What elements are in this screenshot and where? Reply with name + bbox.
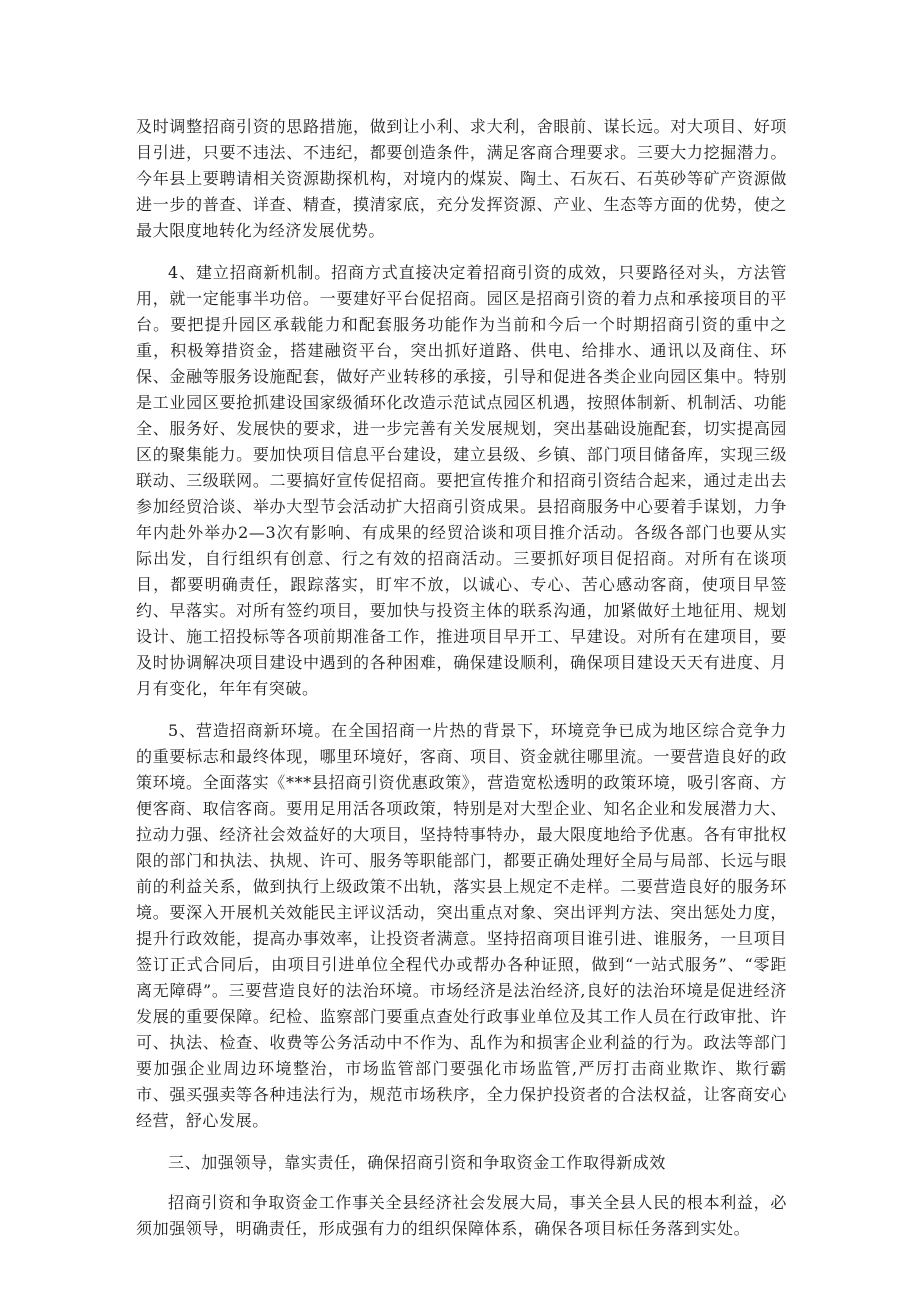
section-heading: 三、加强领导，靠实责任，确保招商引资和争取资金工作取得新成效 bbox=[168, 1153, 667, 1172]
paragraph-item-4: 4、建立招商新机制。招商方式直接决定着招商引资的成效，只要路径对头，方法管用，就一定能事半功倍。一要建好平台促招商。园区是招商引资的着力点和承接项目的平台。要把提升园区承载能力和配套服务功能作为当前和今后一个时期招商引资的重中之重，积极筹措资金，搭建融资平台，突出抓好道路、供电、给排水、通讯以及商住、环保、金融等服务设施配套，做好产业转移的承接，引导和促进各类企业向园区集中。特别是工业园区要抢抓建设国家级循环化改造示范试点园区机遇，按照体制新、机制活、功能全、服务好、发展快的要求，进一步完善有关发展规划，突出基础设施配套，切实提高园区的聚集能力。要加快项目信息平台建设，建立县级、乡镇、部门项目储备库，实现三级联动、三级联网。二要搞好宣传促招商。要把宣传推介和招商引资结合起来，通过走出去参加经贸洽谈、举办大型节会活动扩大招商引资成果。县招商服务中心要着手谋划，力争年内赴外举办2—3次有影响、有成果的经贸洽谈和项目推介活动。各级各部门也要从实际出发，自行组织有创意、行之有效的招商活动。三要抓好项目促招商。对所有在谈项目，都要明确责任，跟踪落实，盯牢不放，以诚心、专心、苦心感动客商，使项目早签约、早落实。对所有签约项目，要加快与投资主体的联系沟通，加紧做好土地征用、规划设计、施工招投标等各项前期准备工作，推进项目早开工、早建设。对所有在建项目，要及时协调解决项目建设中遇到的各种困难，确保建设顺利，确保项目建设天天有进度、月月有变化，年年有突破。 bbox=[136, 263, 787, 698]
paragraph-item-5: 5、营造招商新环境。在全国招商一片热的背景下，环境竞争已成为地区综合竞争力的重要标志和最终体现，哪里环境好，客商、项目、资金就往哪里流。一要营造良好的政策环境。全面落实《***县招商引资优惠政策》，营造宽松透明的政策环境，吸引客商、方便客商、取信客商。要用足用活各项政策，特别是对大型企业、知名企业和发展潜力大、拉动力强、经济社会效益好的大项目，坚持特事特办，最大限度地给予优惠。各有审批权限的部门和执法、执规、许可、服务等职能部门，都要正确处理好全局与局部、长远与眼前的利益关系，做到执行上级政策不出轨，落实县上规定不走样。二要营造良好的服务环境。要深入开展机关效能民主评议活动，突出重点对象、突出评判方法、突出惩处力度，提升行政效能，提高办事效率，让投资者满意。坚持招商项目谁引进、谁服务，一旦项目签订正式合同后，由项目引进单位全程代办或帮办各种证照，做到“一站式服务”、“零距离无障碍”。三要营造良好的法治环境。市场经济是法治经济,良好的法治环境是促进经济发展的重要保障。纪检、监察部门要重点查处行政事业单位及其工作人员在行政审批、许可、执法、检查、收费等公务活动中不作为、乱作为和损害企业利益的行为。政法等部门要加强企业周边环境整治，市场监管部门要强化市场监管,严厉打击商业欺诈、欺行霸市、强买强卖等各种违法行为，规范市场秩序，全力保护投资者的合法权益，让客商安心经营，舒心发展。 bbox=[136, 721, 787, 1130]
paragraph-continuation: 及时调整招商引资的思路措施，做到让小利、求大利，舍眼前、谋长远。对大项目、好项目引进，只要不违法、不违纪，都要创造条件，满足客商合理要求。三要大力挖掘潜力。今年县上要聘请相关资源勘探机构，对境内的煤炭、陶土、石灰石、石英砂等矿产资源做进一步的普查、详查、精查，摸清家底，充分发挥资源、产业、生态等方面的优势，使之最大限度地转化为经济发展优势。 bbox=[136, 117, 787, 240]
document-body bbox=[136, 114, 787, 1252]
paragraph-closing: 招商引资和争取资金工作事关全县经济社会发展大局，事关全县人民的根本利益，必须加强领导，明确责任，形成强有力的组织保障体系，确保各项目标任务落到实处。 bbox=[136, 1193, 787, 1238]
